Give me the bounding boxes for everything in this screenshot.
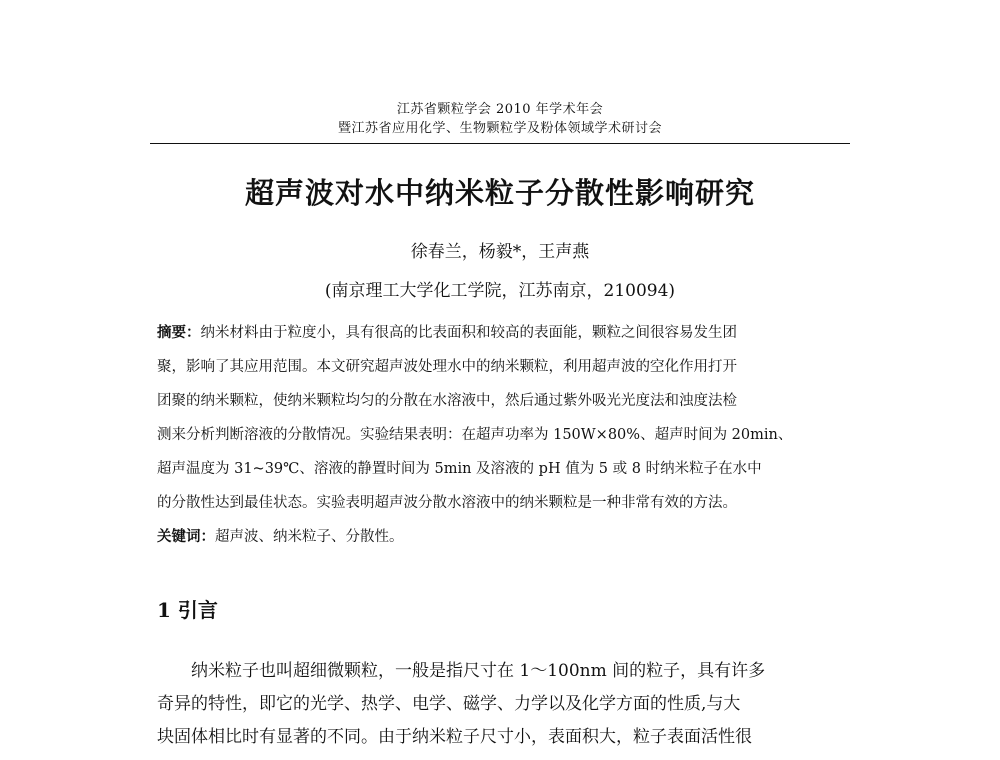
author-affiliation: (南京理工大学化工学院，江苏南京，210094) xyxy=(324,281,676,301)
abstract-line-text: 纳米材料由于粒度小，具有很高的比表面积和较高的表面能，颗粒之间很容易发生团 xyxy=(200,325,737,341)
conference-header xyxy=(150,100,850,138)
abstract-block xyxy=(157,316,847,554)
paper-title: 超声波对水中纳米粒子分散性影响研究 xyxy=(244,176,755,210)
keywords-text: 超声波、纳米粒子、分散性。 xyxy=(215,529,404,545)
conference-header-line-2: 暨江苏省应用化学、生物颗粒学及粉体领域学术研讨会 xyxy=(337,121,662,136)
author-list: 徐春兰，杨毅*，王声燕 xyxy=(410,242,590,262)
paragraph-line: 块固体相比时有显著的不同。由于纳米粒子尺寸小，表面积大，粒子表面活性很 xyxy=(157,727,752,747)
abstract-line: 的分散性达到最佳状态。实验表明超声波分散水溶液中的纳米颗粒是一种非常有效的方法。 xyxy=(157,495,737,511)
abstract-label: 摘要： xyxy=(157,324,201,341)
keywords-label: 关键词： xyxy=(157,528,215,545)
abstract-line: 超声温度为 31~39℃、溶液的静置时间为 5min 及溶液的 pH 值为 5 或 8 时纳米粒子在水中 xyxy=(157,461,762,477)
paragraph-line: 纳米粒子也叫超细微颗粒，一般是指尺寸在 1～100nm 间的粒子，具有许多 xyxy=(191,661,766,681)
paragraph-line: 奇异的特性，即它的光学、热学、电学、磁学、力学以及化学方面的性质,与大 xyxy=(157,694,741,714)
introduction-paragraph xyxy=(157,655,847,754)
abstract-line: 测来分析判断溶液的分散情况。实验结果表明：在超声功率为 150W×80%、超声时间为 20min、 xyxy=(157,427,793,443)
abstract-line xyxy=(157,316,847,350)
conference-header-line-1: 江苏省颗粒学会 2010 年学术年会 xyxy=(396,102,604,117)
keywords-line xyxy=(157,520,847,554)
abstract-line: 聚，影响了其应用范围。本文研究超声波处理水中的纳米颗粒，利用超声波的空化作用打开 xyxy=(157,359,737,375)
section-heading-introduction: 1 引言 xyxy=(157,598,218,622)
abstract-line: 团聚的纳米颗粒，使纳米颗粒均匀的分散在水溶液中，然后通过紫外吸光光度法和浊度法检 xyxy=(157,393,737,409)
header-divider xyxy=(150,143,850,144)
